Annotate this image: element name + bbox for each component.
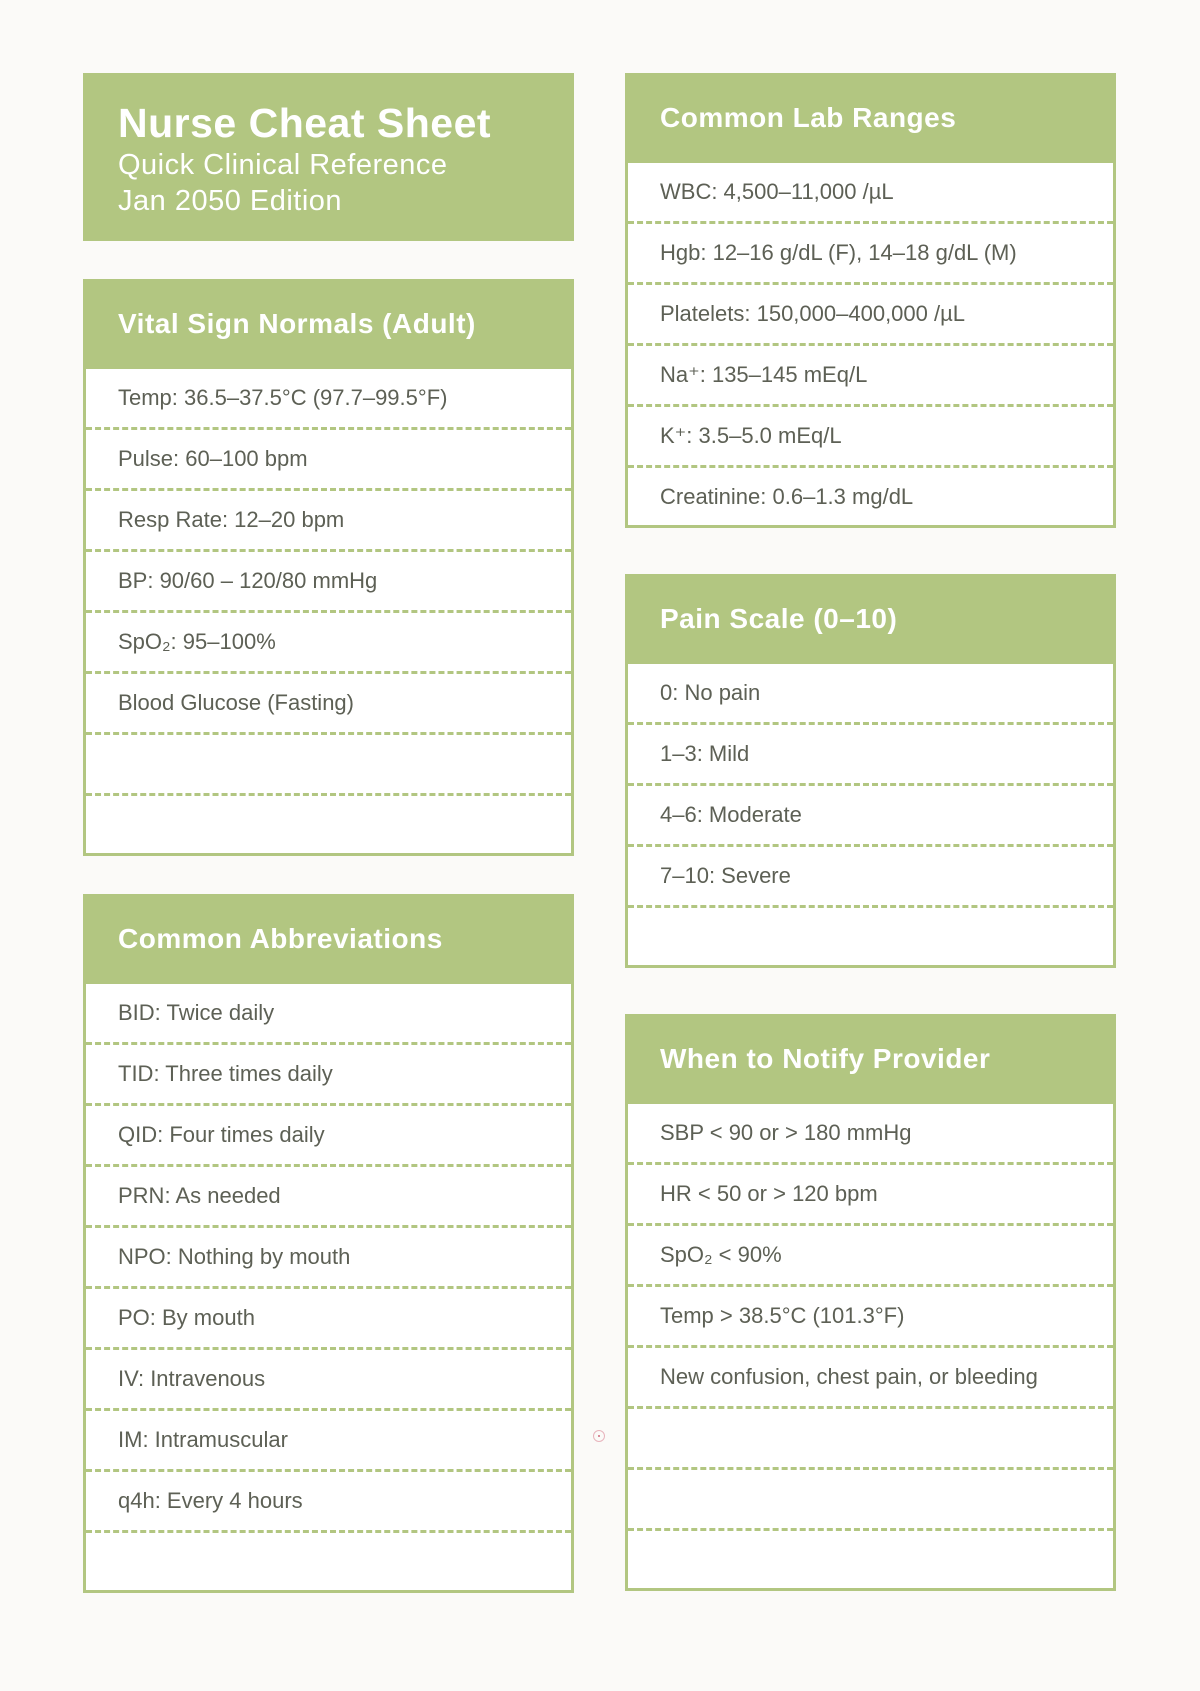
page-subtitle: Quick Clinical Reference xyxy=(118,149,448,181)
empty-row xyxy=(86,796,571,853)
left-column xyxy=(83,73,574,1593)
list-item: Temp > 38.5°C (101.3°F) xyxy=(628,1287,1113,1348)
empty-row xyxy=(628,1531,1113,1588)
right-column xyxy=(625,73,1116,1591)
notify-card xyxy=(625,1014,1116,1591)
labs-heading: Common Lab Ranges xyxy=(625,73,1116,163)
vitals-heading: Vital Sign Normals (Adult) xyxy=(83,279,574,369)
list-item: IM: Intramuscular xyxy=(86,1411,571,1472)
pain-card xyxy=(625,574,1116,968)
notify-heading: When to Notify Provider xyxy=(625,1014,1116,1104)
list-item: PRN: As needed xyxy=(86,1167,571,1228)
title-card xyxy=(83,73,574,241)
abbreviations-card xyxy=(83,894,574,1593)
vitals-card xyxy=(83,279,574,856)
list-item: BID: Twice daily xyxy=(86,984,571,1045)
list-item: QID: Four times daily xyxy=(86,1106,571,1167)
list-item: WBC: 4,500–11,000 /µL xyxy=(628,163,1113,224)
empty-row xyxy=(86,735,571,796)
abbreviations-heading: Common Abbreviations xyxy=(83,894,574,984)
list-item: Temp: 36.5–37.5°C (97.7–99.5°F) xyxy=(86,369,571,430)
list-item: NPO: Nothing by mouth xyxy=(86,1228,571,1289)
list-item: Blood Glucose (Fasting) xyxy=(86,674,571,735)
empty-row xyxy=(628,1470,1113,1531)
list-item: IV: Intravenous xyxy=(86,1350,571,1411)
empty-row xyxy=(628,1409,1113,1470)
list-item: Platelets: 150,000–400,000 /µL xyxy=(628,285,1113,346)
list-item: TID: Three times daily xyxy=(86,1045,571,1106)
pain-heading: Pain Scale (0–10) xyxy=(625,574,1116,664)
list-item: PO: By mouth xyxy=(86,1289,571,1350)
list-item: Hgb: 12–16 g/dL (F), 14–18 g/dL (M) xyxy=(628,224,1113,285)
list-item: SBP < 90 or > 180 mmHg xyxy=(628,1104,1113,1165)
list-item: HR < 50 or > 120 bpm xyxy=(628,1165,1113,1226)
list-item: 1–3: Mild xyxy=(628,725,1113,786)
empty-row xyxy=(628,908,1113,965)
list-item: BP: 90/60 – 120/80 mmHg xyxy=(86,552,571,613)
empty-row xyxy=(86,1533,571,1590)
list-item: 0: No pain xyxy=(628,664,1113,725)
list-item: Creatinine: 0.6–1.3 mg/dL xyxy=(660,483,914,509)
list-item: SpO₂: 95–100% xyxy=(86,613,571,674)
list-item: K⁺: 3.5–5.0 mEq/L xyxy=(628,407,1113,468)
list-item: SpO₂ < 90% xyxy=(628,1226,1113,1287)
list-item: q4h: Every 4 hours xyxy=(86,1472,571,1533)
list-item: Na⁺: 135–145 mEq/L xyxy=(628,346,1113,407)
cursor-marker-icon xyxy=(593,1430,605,1442)
edition-label: Jan 2050 Edition xyxy=(118,185,343,217)
page-title: Nurse Cheat Sheet xyxy=(118,100,492,146)
list-item: Pulse: 60–100 bpm xyxy=(86,430,571,491)
list-item: 7–10: Severe xyxy=(628,847,1113,908)
list-item: Resp Rate: 12–20 bpm xyxy=(86,491,571,552)
list-item: New confusion, chest pain, or bleeding xyxy=(628,1348,1113,1409)
labs-card xyxy=(625,73,1116,528)
list-item: 4–6: Moderate xyxy=(628,786,1113,847)
